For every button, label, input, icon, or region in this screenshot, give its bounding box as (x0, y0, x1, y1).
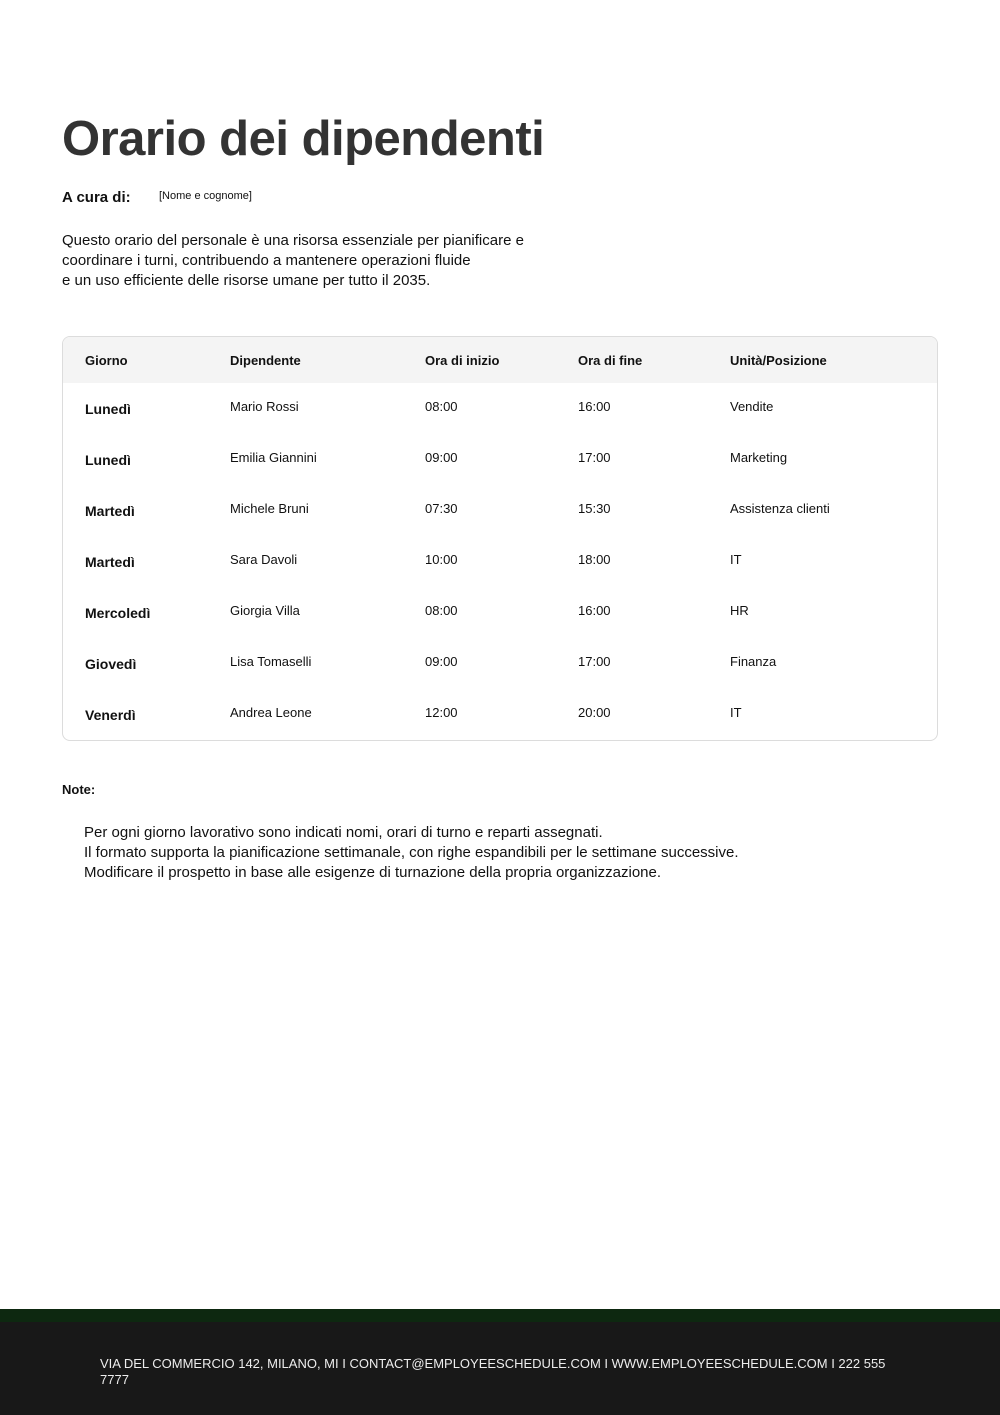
intro-line: Questo orario del personale è una risorsa essenziale per pianificare e (62, 232, 524, 249)
cell-employee: Giorgia Villa (230, 603, 300, 618)
cell-day: Martedì (85, 503, 135, 519)
cell-day: Martedì (85, 554, 135, 570)
author-label: A cura di: (62, 189, 131, 206)
table-row (63, 587, 937, 638)
author-name-placeholder: [Nome e cognome] (159, 190, 252, 202)
footer (0, 1322, 1000, 1415)
column-header-unit-position: Unità/Posizione (730, 353, 827, 368)
cell-unit-position: HR (730, 603, 749, 618)
footer-contact-info: VIA DEL COMMERCIO 142, MILANO, MI I CONTACT@EMPLOYEESCHEDULE.COM I WWW.EMPLOYEESCHEDULE.COM I 222 555 7777 (100, 1356, 886, 1387)
column-header-start-time: Ora di inizio (425, 353, 500, 368)
cell-end-time: 17:00 (578, 654, 611, 669)
cell-day: Lunedì (85, 401, 131, 417)
cell-start-time: 08:00 (425, 603, 458, 618)
cell-day: Giovedì (85, 656, 137, 672)
cell-employee: Sara Davoli (230, 552, 298, 567)
table-header-row (63, 337, 937, 383)
cell-unit-position: Assistenza clienti (730, 501, 830, 516)
notes-label: Note: (62, 782, 96, 797)
cell-start-time: 08:00 (425, 399, 458, 414)
cell-start-time: 09:00 (425, 450, 458, 465)
cell-employee: Lisa Tomaselli (230, 654, 312, 669)
table-row (63, 689, 937, 740)
cell-day: Lunedì (85, 452, 131, 468)
cell-start-time: 12:00 (425, 705, 458, 720)
cell-end-time: 18:00 (578, 552, 611, 567)
cell-unit-position: Marketing (730, 450, 788, 465)
cell-employee: Andrea Leone (230, 705, 312, 720)
schedule-table (62, 336, 938, 741)
cell-unit-position: Finanza (730, 654, 777, 669)
table-row (63, 485, 937, 536)
cell-employee: Mario Rossi (230, 399, 299, 414)
cell-end-time: 16:00 (578, 603, 611, 618)
intro-line: coordinare i turni, contribuendo a mantenere operazioni fluide (62, 252, 471, 269)
cell-end-time: 20:00 (578, 705, 611, 720)
note-line: Il formato supporta la pianificazione settimanale, con righe espandibili per le settimane successive. (84, 844, 739, 861)
cell-end-time: 17:00 (578, 450, 611, 465)
footer-accent-bar (0, 1309, 1000, 1322)
page-title: Orario dei dipendenti (62, 112, 545, 166)
cell-unit-position: IT (730, 705, 742, 720)
column-header-end-time: Ora di fine (578, 353, 643, 368)
intro-line: e un uso efficiente delle risorse umane per tutto il 2035. (62, 272, 431, 289)
table-row (63, 383, 937, 434)
cell-employee: Michele Bruni (230, 501, 309, 516)
cell-unit-position: IT (730, 552, 742, 567)
column-header-employee: Dipendente (230, 353, 301, 368)
intro-paragraph (62, 231, 582, 291)
notes-list (84, 823, 739, 883)
cell-day: Mercoledì (85, 605, 151, 621)
table-row (63, 536, 937, 587)
cell-employee: Emilia Giannini (230, 450, 317, 465)
cell-start-time: 10:00 (425, 552, 458, 567)
note-line: Modificare il prospetto in base alle esigenze di turnazione della propria organizzazione. (84, 864, 662, 881)
cell-start-time: 07:30 (425, 501, 458, 516)
cell-unit-position: Vendite (730, 399, 774, 414)
cell-day: Venerdì (85, 707, 136, 723)
cell-end-time: 16:00 (578, 399, 611, 414)
table-row (63, 638, 937, 689)
cell-end-time: 15:30 (578, 501, 611, 516)
cell-start-time: 09:00 (425, 654, 458, 669)
column-header-day: Giorno (85, 353, 128, 368)
note-line: Per ogni giorno lavorativo sono indicati nomi, orari di turno e reparti assegnati. (84, 824, 603, 841)
table-row (63, 434, 937, 485)
